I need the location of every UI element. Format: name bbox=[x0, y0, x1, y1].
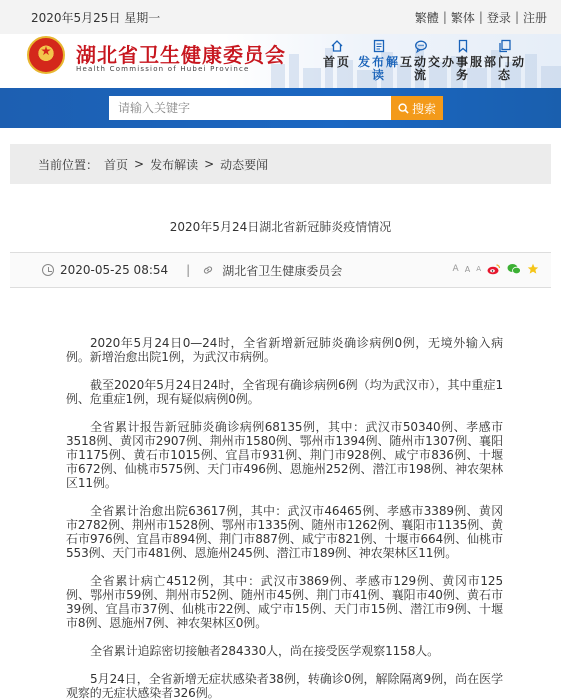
home-icon bbox=[316, 38, 358, 56]
top-bar bbox=[0, 0, 561, 34]
article-meta: 2020-05-25 08:54 | 湖北省卫生健康委员会 A A A bbox=[10, 252, 551, 288]
national-emblem-logo bbox=[27, 36, 65, 74]
search-button[interactable] bbox=[391, 96, 443, 120]
link-login[interactable]: 登录 bbox=[486, 10, 511, 25]
link-traditional[interactable]: 繁體 bbox=[414, 10, 439, 25]
search-icon bbox=[398, 103, 409, 114]
nav-services[interactable] bbox=[442, 36, 484, 82]
current-date: 2020年5月25日 星期一 bbox=[31, 10, 161, 25]
site-subtitle: Health Commission of Hubei Province bbox=[76, 65, 250, 73]
nav-services-label: 办事服务 bbox=[442, 55, 485, 82]
search-input[interactable] bbox=[109, 96, 391, 120]
article-source: 湖北省卫生健康委员会 bbox=[222, 263, 343, 278]
article-paragraph: 截至2020年5月24日24时，全省现有确诊病例6例（均为武汉市），其中重症1例、危重症1例，现有疑似病例0例。 bbox=[66, 378, 503, 406]
wechat-icon[interactable] bbox=[507, 263, 521, 275]
nav-home[interactable] bbox=[316, 36, 358, 82]
breadcrumb-publish[interactable]: 发布解读 bbox=[150, 157, 199, 172]
nav-home-label: 首页 bbox=[322, 55, 351, 69]
bookmark-icon bbox=[442, 38, 484, 56]
nav-interact[interactable] bbox=[400, 36, 442, 82]
top-links: 繁體 | 繁体 | 登录 | 注册 bbox=[414, 10, 547, 25]
clock-icon bbox=[42, 264, 54, 276]
article-paragraph: 2020年5月24日0—24时，全省新增新冠肺炎确诊病例0例，无境外输入病例。新增治愈出院1例，为武汉市病例。 bbox=[66, 336, 503, 364]
star-icon[interactable] bbox=[527, 263, 539, 275]
article-paragraph: 5月24日，全省新增无症状感染者38例，转确诊0例，解除隔离9例，尚在医学观察的无症状感染者326例。 bbox=[66, 672, 503, 700]
nav-departments-label: 部门动态 bbox=[484, 55, 527, 82]
nav-interact-label: 互动交流 bbox=[400, 55, 443, 82]
weibo-icon[interactable] bbox=[487, 263, 501, 275]
nav-publish-label: 发布解读 bbox=[358, 55, 401, 82]
site-header bbox=[0, 34, 561, 88]
article-body bbox=[66, 336, 503, 700]
publish-datetime: 2020-05-25 08:54 bbox=[60, 263, 169, 277]
link-icon bbox=[202, 264, 214, 276]
chat-icon bbox=[400, 38, 442, 56]
document-icon bbox=[358, 38, 400, 56]
site-title: 湖北省卫生健康委员会 bbox=[76, 43, 286, 67]
link-register[interactable]: 注册 bbox=[522, 10, 547, 25]
article-tools bbox=[453, 263, 539, 275]
link-simplified[interactable]: 繁体 bbox=[450, 10, 475, 25]
font-size-medium[interactable]: A bbox=[464, 264, 471, 274]
article-paragraph: 全省累计报告新冠肺炎确诊病例68135例，其中：武汉市50340例、孝感市3518例、黄冈市2907例、荆州市1580例、鄂州市1394例、随州市1307例、襄阳市1175例、黄石市1015例、宜昌市931例、荆门市928例、咸宁市836例、十堰市672例、仙桃市575例、天门市496例、恩施州252例、潜江市198例、神农架林区11例。 bbox=[66, 420, 503, 490]
font-size-large[interactable]: A bbox=[452, 264, 459, 274]
breadcrumb-sep: > bbox=[204, 157, 215, 171]
main-nav bbox=[316, 36, 526, 82]
article-paragraph: 全省累计病亡4512例，其中：武汉市3869例、孝感市129例、黄冈市125例、鄂州市59例、荆州市52例、随州市45例、荆门市41例、襄阳市40例、黄石市39例、宜昌市37例、仙桃市22例、咸宁市15例、天门市15例、潜江市9例、十堰市8例、恩施州7例、神农架林区0例。 bbox=[66, 574, 503, 630]
nav-departments[interactable] bbox=[484, 36, 526, 82]
article-title: 2020年5月24日湖北省新冠肺炎疫情情况 bbox=[169, 220, 392, 234]
breadcrumb-news[interactable]: 动态要闻 bbox=[220, 157, 269, 172]
search-button-label: 搜索 bbox=[411, 101, 436, 116]
breadcrumb-prefix: 当前位置： bbox=[38, 157, 99, 172]
breadcrumb-sep: > bbox=[134, 157, 145, 171]
copy-icon bbox=[484, 38, 526, 56]
nav-publish[interactable] bbox=[358, 36, 400, 82]
article-paragraph: 全省累计追踪密切接触者284330人，尚在接受医学观察1158人。 bbox=[90, 644, 440, 658]
search-band bbox=[0, 88, 561, 128]
article-paragraph: 全省累计治愈出院63617例，其中：武汉市46465例、孝感市3389例、黄冈市2782例、荆州市1528例、鄂州市1335例、随州市1262例、襄阳市1135例、黄石市976例、宜昌市894例、荆门市887例、咸宁市821例、十堰市664例、仙桃市553例、天门市481例、恩施州245例、潜江市189例、神农架林区11例。 bbox=[66, 504, 503, 560]
breadcrumb-home[interactable]: 首页 bbox=[104, 157, 129, 172]
font-size-small[interactable]: A bbox=[476, 265, 481, 273]
breadcrumb bbox=[10, 144, 551, 184]
